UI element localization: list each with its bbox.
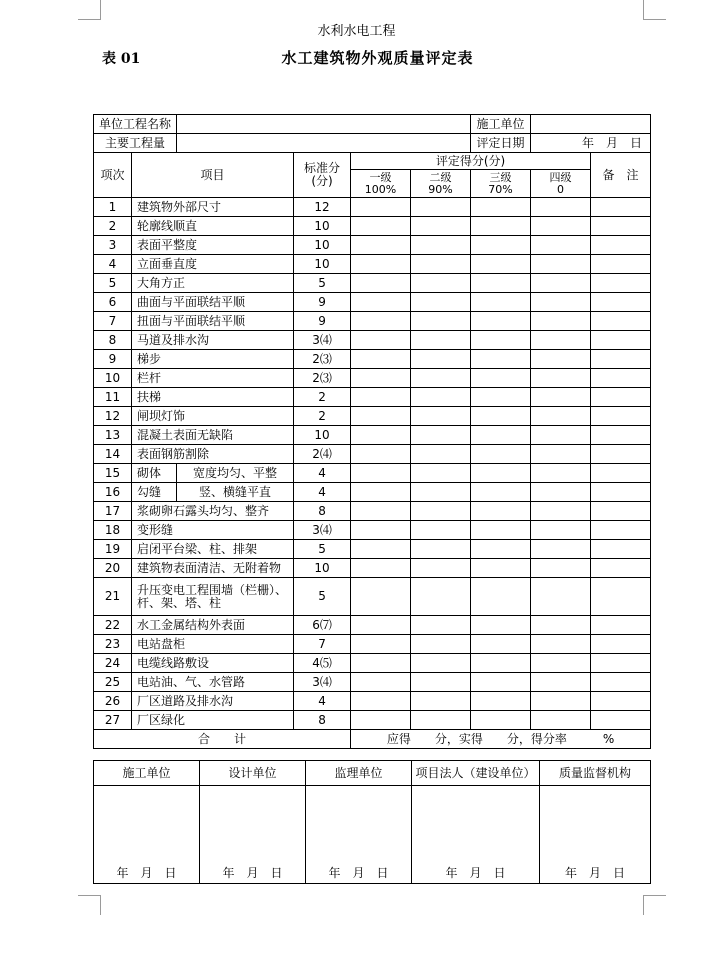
item-no: 19 <box>94 540 132 559</box>
grade-2-cell[interactable] <box>411 255 471 274</box>
grade-1-cell[interactable] <box>351 521 411 540</box>
grade-4-cell[interactable] <box>531 312 591 331</box>
item-name-detail: 宽度均匀、平整 <box>177 464 294 483</box>
item-no: 1 <box>94 198 132 217</box>
item-no: 12 <box>94 407 132 426</box>
grade-1-cell[interactable] <box>351 312 411 331</box>
grade-2-cell[interactable] <box>411 274 471 293</box>
item-name: 厂区道路及排水沟 <box>132 692 294 711</box>
col-grade-3: 三级 70% <box>471 170 531 198</box>
table-row <box>94 692 651 711</box>
item-name: 扭面与平面联结平顺 <box>132 312 294 331</box>
grade-4-cell[interactable] <box>531 426 591 445</box>
grade-4-cell[interactable] <box>531 540 591 559</box>
item-name: 电站油、气、水管路 <box>132 673 294 692</box>
grade-3-cell[interactable] <box>471 350 531 369</box>
grade-2-cell[interactable] <box>411 635 471 654</box>
standard-score: 8 <box>294 711 351 730</box>
item-name: 建筑物外部尺寸 <box>132 198 294 217</box>
item-no: 7 <box>94 312 132 331</box>
grade-4-cell[interactable] <box>531 654 591 673</box>
item-name-category: 勾缝 <box>132 483 177 502</box>
grade-4-cell[interactable] <box>531 293 591 312</box>
standard-score: 9 <box>294 312 351 331</box>
grade-2-cell[interactable] <box>411 445 471 464</box>
eval-date-label: 评定日期 <box>471 134 531 153</box>
table-row <box>94 502 651 521</box>
item-no: 4 <box>94 255 132 274</box>
standard-score: 3⑷ <box>294 331 351 350</box>
grade-1-cell[interactable] <box>351 445 411 464</box>
grade-2-cell[interactable] <box>411 483 471 502</box>
item-no: 8 <box>94 331 132 350</box>
remark-cell[interactable] <box>591 502 651 521</box>
standard-score: 12 <box>294 198 351 217</box>
grade-1-cell[interactable] <box>351 578 411 616</box>
item-name: 扶梯 <box>132 388 294 407</box>
item-name: 表面钢筋割除 <box>132 445 294 464</box>
item-name-category: 砌体 <box>132 464 177 483</box>
crop-mark-top-left-v <box>100 0 101 20</box>
col-grade-4: 四级 0 <box>531 170 591 198</box>
table-row <box>94 654 651 673</box>
col-remark: 备 注 <box>591 153 651 198</box>
remark-cell[interactable] <box>591 692 651 711</box>
item-no: 14 <box>94 445 132 464</box>
remark-cell[interactable] <box>591 673 651 692</box>
standard-score: 10 <box>294 559 351 578</box>
signature-table <box>93 760 651 884</box>
grade-1-cell[interactable] <box>351 711 411 730</box>
item-no: 10 <box>94 369 132 388</box>
unit-project-value[interactable] <box>177 115 471 134</box>
grade-3-cell[interactable] <box>471 483 531 502</box>
grade-3-cell[interactable] <box>471 464 531 483</box>
table-row <box>94 293 651 312</box>
item-name: 变形缝 <box>132 521 294 540</box>
grade-2-cell[interactable] <box>411 502 471 521</box>
unit-project-label: 单位工程名称 <box>94 115 177 134</box>
item-name: 大角方正 <box>132 274 294 293</box>
grade-3-cell[interactable] <box>471 255 531 274</box>
signature-label-row <box>94 761 651 786</box>
item-name: 栏杆 <box>132 369 294 388</box>
remark-cell[interactable] <box>591 255 651 274</box>
standard-score: 2⑷ <box>294 445 351 464</box>
crop-mark-bottom-left-h <box>78 895 100 896</box>
grade-2-cell[interactable] <box>411 540 471 559</box>
remark-cell[interactable] <box>591 331 651 350</box>
grade-4-cell[interactable] <box>531 692 591 711</box>
grade-4-cell[interactable] <box>531 483 591 502</box>
grade-3-cell[interactable] <box>471 293 531 312</box>
item-no: 22 <box>94 616 132 635</box>
grade-3-cell[interactable] <box>471 616 531 635</box>
grade-1-cell[interactable] <box>351 388 411 407</box>
grade-1-cell[interactable] <box>351 483 411 502</box>
sig-supervisor-date[interactable]: 年 月 日 <box>306 786 412 884</box>
item-name-detail: 竖、横缝平直 <box>177 483 294 502</box>
table-row <box>94 274 651 293</box>
grade-1-cell[interactable] <box>351 293 411 312</box>
grade-4-cell[interactable] <box>531 407 591 426</box>
grade-1-cell[interactable] <box>351 426 411 445</box>
info-row-2 <box>94 134 651 153</box>
grade-2-cell[interactable] <box>411 236 471 255</box>
item-name: 梯步 <box>132 350 294 369</box>
table-row <box>94 312 651 331</box>
grade-3-cell[interactable] <box>471 407 531 426</box>
item-name: 建筑物表面清洁、无附着物 <box>132 559 294 578</box>
item-no: 23 <box>94 635 132 654</box>
grade-4-cell[interactable] <box>531 217 591 236</box>
grade-2-cell[interactable] <box>411 559 471 578</box>
table-row <box>94 635 651 654</box>
grade-4-cell[interactable] <box>531 331 591 350</box>
grade-4-cell[interactable] <box>531 274 591 293</box>
item-no: 21 <box>94 578 132 616</box>
grade-3-cell[interactable] <box>471 521 531 540</box>
total-label: 合 计 <box>94 730 351 749</box>
sig-supervisor-label: 监理单位 <box>306 761 412 786</box>
grade-4-cell[interactable] <box>531 445 591 464</box>
grade-3-cell[interactable] <box>471 331 531 350</box>
grade-3-cell[interactable] <box>471 236 531 255</box>
standard-score: 3⑷ <box>294 673 351 692</box>
standard-score: 3⑷ <box>294 521 351 540</box>
remark-cell[interactable] <box>591 293 651 312</box>
item-name: 混凝土表面无缺陷 <box>132 426 294 445</box>
grade-4-cell[interactable] <box>531 464 591 483</box>
item-no: 26 <box>94 692 132 711</box>
item-name-line: 杆、架、塔、柱 <box>137 595 222 610</box>
col-item: 项目 <box>132 153 294 198</box>
remark-cell[interactable] <box>591 483 651 502</box>
table-row <box>94 331 651 350</box>
contractor-label: 施工单位 <box>471 115 531 134</box>
col-score-group: 评定得分(分) <box>351 153 591 170</box>
grade-2-cell[interactable] <box>411 198 471 217</box>
standard-score: 8 <box>294 502 351 521</box>
grade-2-cell[interactable] <box>411 673 471 692</box>
item-name: 电站盘柜 <box>132 635 294 654</box>
item-no: 3 <box>94 236 132 255</box>
remark-cell[interactable] <box>591 236 651 255</box>
grade-4-cell[interactable] <box>531 388 591 407</box>
item-no: 27 <box>94 711 132 730</box>
standard-score: 4⑸ <box>294 654 351 673</box>
grade-3-cell[interactable] <box>471 673 531 692</box>
remark-cell[interactable] <box>591 407 651 426</box>
remark-cell[interactable] <box>591 578 651 616</box>
remark-cell[interactable] <box>591 635 651 654</box>
grade-2-cell[interactable] <box>411 407 471 426</box>
grade-2-cell[interactable] <box>411 654 471 673</box>
grade-2-cell[interactable] <box>411 369 471 388</box>
standard-score: 5 <box>294 578 351 616</box>
table-row <box>94 369 651 388</box>
item-no: 16 <box>94 483 132 502</box>
grade-2-cell[interactable] <box>411 388 471 407</box>
item-name: 浆砌卵石露头均匀、整齐 <box>132 502 294 521</box>
grade-3-cell[interactable] <box>471 426 531 445</box>
standard-score: 5 <box>294 540 351 559</box>
table-row <box>94 711 651 730</box>
standard-score: 9 <box>294 293 351 312</box>
grade-4-cell[interactable] <box>531 255 591 274</box>
item-no: 18 <box>94 521 132 540</box>
project-type-header: 水利水电工程 <box>317 24 396 39</box>
col-grade-1: 一级 100% <box>351 170 411 198</box>
grade-3-cell[interactable] <box>471 369 531 388</box>
standard-score: 2 <box>294 407 351 426</box>
item-name-line: 升压变电工程围墙（栏栅）、 <box>137 582 288 597</box>
remark-cell[interactable] <box>591 369 651 388</box>
standard-score: 6⑺ <box>294 616 351 635</box>
table-row <box>94 540 651 559</box>
table-row <box>94 217 651 236</box>
remark-cell[interactable] <box>591 274 651 293</box>
grade-1-cell[interactable] <box>351 616 411 635</box>
table-row <box>94 616 651 635</box>
grade-1-cell[interactable] <box>351 673 411 692</box>
grade-3-cell[interactable] <box>471 578 531 616</box>
grade-2-cell[interactable] <box>411 464 471 483</box>
item-name: 厂区绿化 <box>132 711 294 730</box>
grade-1-cell[interactable] <box>351 274 411 293</box>
grade-1-cell[interactable] <box>351 692 411 711</box>
eval-date-value[interactable]: 年 月 日 <box>531 134 651 153</box>
standard-score: 2 <box>294 388 351 407</box>
remark-cell[interactable] <box>591 445 651 464</box>
grade-3-cell[interactable] <box>471 312 531 331</box>
sig-quality-label: 质量监督机构 <box>540 761 651 786</box>
standard-score: 4 <box>294 483 351 502</box>
sig-owner-label: 项目法人（建设单位） <box>412 761 540 786</box>
grade-3-cell[interactable] <box>471 635 531 654</box>
contractor-value[interactable] <box>531 115 651 134</box>
grade-2-cell[interactable] <box>411 312 471 331</box>
sig-designer-label: 设计单位 <box>200 761 306 786</box>
grade-4-cell[interactable] <box>531 521 591 540</box>
remark-cell[interactable] <box>591 350 651 369</box>
standard-score: 10 <box>294 217 351 236</box>
col-standard <box>294 153 351 198</box>
grade-4-cell[interactable] <box>531 711 591 730</box>
sig-quality-date[interactable]: 年 月 日 <box>540 786 651 884</box>
col-grade-2: 二级 90% <box>411 170 471 198</box>
item-no: 25 <box>94 673 132 692</box>
evaluation-table <box>93 114 651 749</box>
item-no: 17 <box>94 502 132 521</box>
grade-3-cell[interactable] <box>471 445 531 464</box>
grade-4-cell[interactable] <box>531 369 591 388</box>
item-name: 启闭平台梁、柱、排架 <box>132 540 294 559</box>
column-header-row-1 <box>94 153 651 170</box>
grade-1-cell[interactable] <box>351 331 411 350</box>
standard-score: 4 <box>294 692 351 711</box>
remark-cell[interactable] <box>591 217 651 236</box>
col-standard-label: 标准分 <box>304 161 341 175</box>
grade-2-cell[interactable] <box>411 217 471 236</box>
standard-score: 10 <box>294 255 351 274</box>
col-standard-unit: (分) <box>311 174 333 188</box>
standard-score: 10 <box>294 236 351 255</box>
grade-3-cell[interactable] <box>471 502 531 521</box>
item-name: 电缆线路敷设 <box>132 654 294 673</box>
grade-4-cell[interactable] <box>531 673 591 692</box>
grade-4-cell[interactable] <box>531 198 591 217</box>
item-name: 表面平整度 <box>132 236 294 255</box>
grade-2-cell[interactable] <box>411 293 471 312</box>
grade-2-cell[interactable] <box>411 616 471 635</box>
crop-mark-bottom-right-h <box>644 895 666 896</box>
grade-4-cell[interactable] <box>531 350 591 369</box>
table-row <box>94 407 651 426</box>
item-no: 20 <box>94 559 132 578</box>
remark-cell[interactable] <box>591 388 651 407</box>
item-name <box>132 578 294 616</box>
page-title: 水工建筑物外观质量评定表 <box>281 49 474 67</box>
standard-score: 2⑶ <box>294 369 351 388</box>
grade-1-cell[interactable] <box>351 407 411 426</box>
table-row <box>94 673 651 692</box>
standard-score: 10 <box>294 426 351 445</box>
grade-1-cell[interactable] <box>351 350 411 369</box>
grade-2-cell[interactable] <box>411 350 471 369</box>
item-no: 2 <box>94 217 132 236</box>
item-no: 5 <box>94 274 132 293</box>
grade-3-cell[interactable] <box>471 388 531 407</box>
grade-3-cell[interactable] <box>471 198 531 217</box>
item-name: 轮廓线顺直 <box>132 217 294 236</box>
item-no: 24 <box>94 654 132 673</box>
grade-2-cell[interactable] <box>411 426 471 445</box>
standard-score: 2⑶ <box>294 350 351 369</box>
main-quantity-value[interactable] <box>177 134 471 153</box>
remark-cell[interactable] <box>591 521 651 540</box>
remark-cell[interactable] <box>591 464 651 483</box>
remark-cell[interactable] <box>591 312 651 331</box>
grade-3-cell[interactable] <box>471 274 531 293</box>
grade-1-cell[interactable] <box>351 502 411 521</box>
remark-cell[interactable] <box>591 426 651 445</box>
grade-3-cell[interactable] <box>471 711 531 730</box>
grade-4-cell[interactable] <box>531 635 591 654</box>
grade-1-cell[interactable] <box>351 540 411 559</box>
grade-4-cell[interactable] <box>531 236 591 255</box>
table-row <box>94 559 651 578</box>
grade-3-cell[interactable] <box>471 692 531 711</box>
crop-mark-bottom-right-v <box>643 895 644 915</box>
table-row <box>94 426 651 445</box>
remark-cell[interactable] <box>591 540 651 559</box>
grade-2-cell[interactable] <box>411 578 471 616</box>
standard-score: 4 <box>294 464 351 483</box>
total-row <box>94 730 651 749</box>
grade-4-cell[interactable] <box>531 559 591 578</box>
grade-3-cell[interactable] <box>471 559 531 578</box>
info-row-1 <box>94 115 651 134</box>
table-row <box>94 578 651 616</box>
grade-1-cell[interactable] <box>351 464 411 483</box>
remark-cell[interactable] <box>591 616 651 635</box>
item-name: 马道及排水沟 <box>132 331 294 350</box>
grade-3-cell[interactable] <box>471 217 531 236</box>
remark-cell[interactable] <box>591 654 651 673</box>
grade-3-cell[interactable] <box>471 654 531 673</box>
table-row <box>94 445 651 464</box>
sig-contractor-label: 施工单位 <box>94 761 200 786</box>
remark-cell[interactable] <box>591 559 651 578</box>
sig-owner-date[interactable]: 年 月 日 <box>412 786 540 884</box>
grade-2-cell[interactable] <box>411 521 471 540</box>
table-row <box>94 521 651 540</box>
table-row <box>94 236 651 255</box>
item-name: 闸坝灯饰 <box>132 407 294 426</box>
grade-2-cell[interactable] <box>411 692 471 711</box>
grade-4-cell[interactable] <box>531 502 591 521</box>
item-name: 水工金属结构外表面 <box>132 616 294 635</box>
item-name: 立面垂直度 <box>132 255 294 274</box>
remark-cell[interactable] <box>591 711 651 730</box>
item-name: 曲面与平面联结平顺 <box>132 293 294 312</box>
grade-1-cell[interactable] <box>351 369 411 388</box>
item-no: 11 <box>94 388 132 407</box>
grade-1-cell[interactable] <box>351 236 411 255</box>
crop-mark-top-right-v <box>643 0 644 20</box>
grade-1-cell[interactable] <box>351 654 411 673</box>
total-text: 应得 分，实得 分，得分率 % <box>351 730 651 749</box>
grade-1-cell[interactable] <box>351 635 411 654</box>
grade-1-cell[interactable] <box>351 198 411 217</box>
table-row <box>94 255 651 274</box>
table-row <box>94 464 651 483</box>
signature-body-row <box>94 786 651 884</box>
standard-score: 5 <box>294 274 351 293</box>
form-number: 表 01 <box>102 51 141 67</box>
col-item-no: 项次 <box>94 153 132 198</box>
table-row <box>94 350 651 369</box>
sig-designer-date[interactable]: 年 月 日 <box>200 786 306 884</box>
table-row <box>94 483 651 502</box>
item-no: 6 <box>94 293 132 312</box>
grade-2-cell[interactable] <box>411 331 471 350</box>
item-no: 15 <box>94 464 132 483</box>
table-row <box>94 388 651 407</box>
standard-score: 7 <box>294 635 351 654</box>
item-no: 9 <box>94 350 132 369</box>
item-no: 13 <box>94 426 132 445</box>
grade-4-cell[interactable] <box>531 616 591 635</box>
main-quantity-label: 主要工程量 <box>94 134 177 153</box>
grade-1-cell[interactable] <box>351 559 411 578</box>
sig-contractor-date[interactable]: 年 月 日 <box>94 786 200 884</box>
grade-1-cell[interactable] <box>351 255 411 274</box>
remark-cell[interactable] <box>591 198 651 217</box>
grade-3-cell[interactable] <box>471 540 531 559</box>
grade-1-cell[interactable] <box>351 217 411 236</box>
crop-mark-bottom-left-v <box>100 895 101 915</box>
grade-2-cell[interactable] <box>411 711 471 730</box>
grade-4-cell[interactable] <box>531 578 591 616</box>
table-row <box>94 198 651 217</box>
